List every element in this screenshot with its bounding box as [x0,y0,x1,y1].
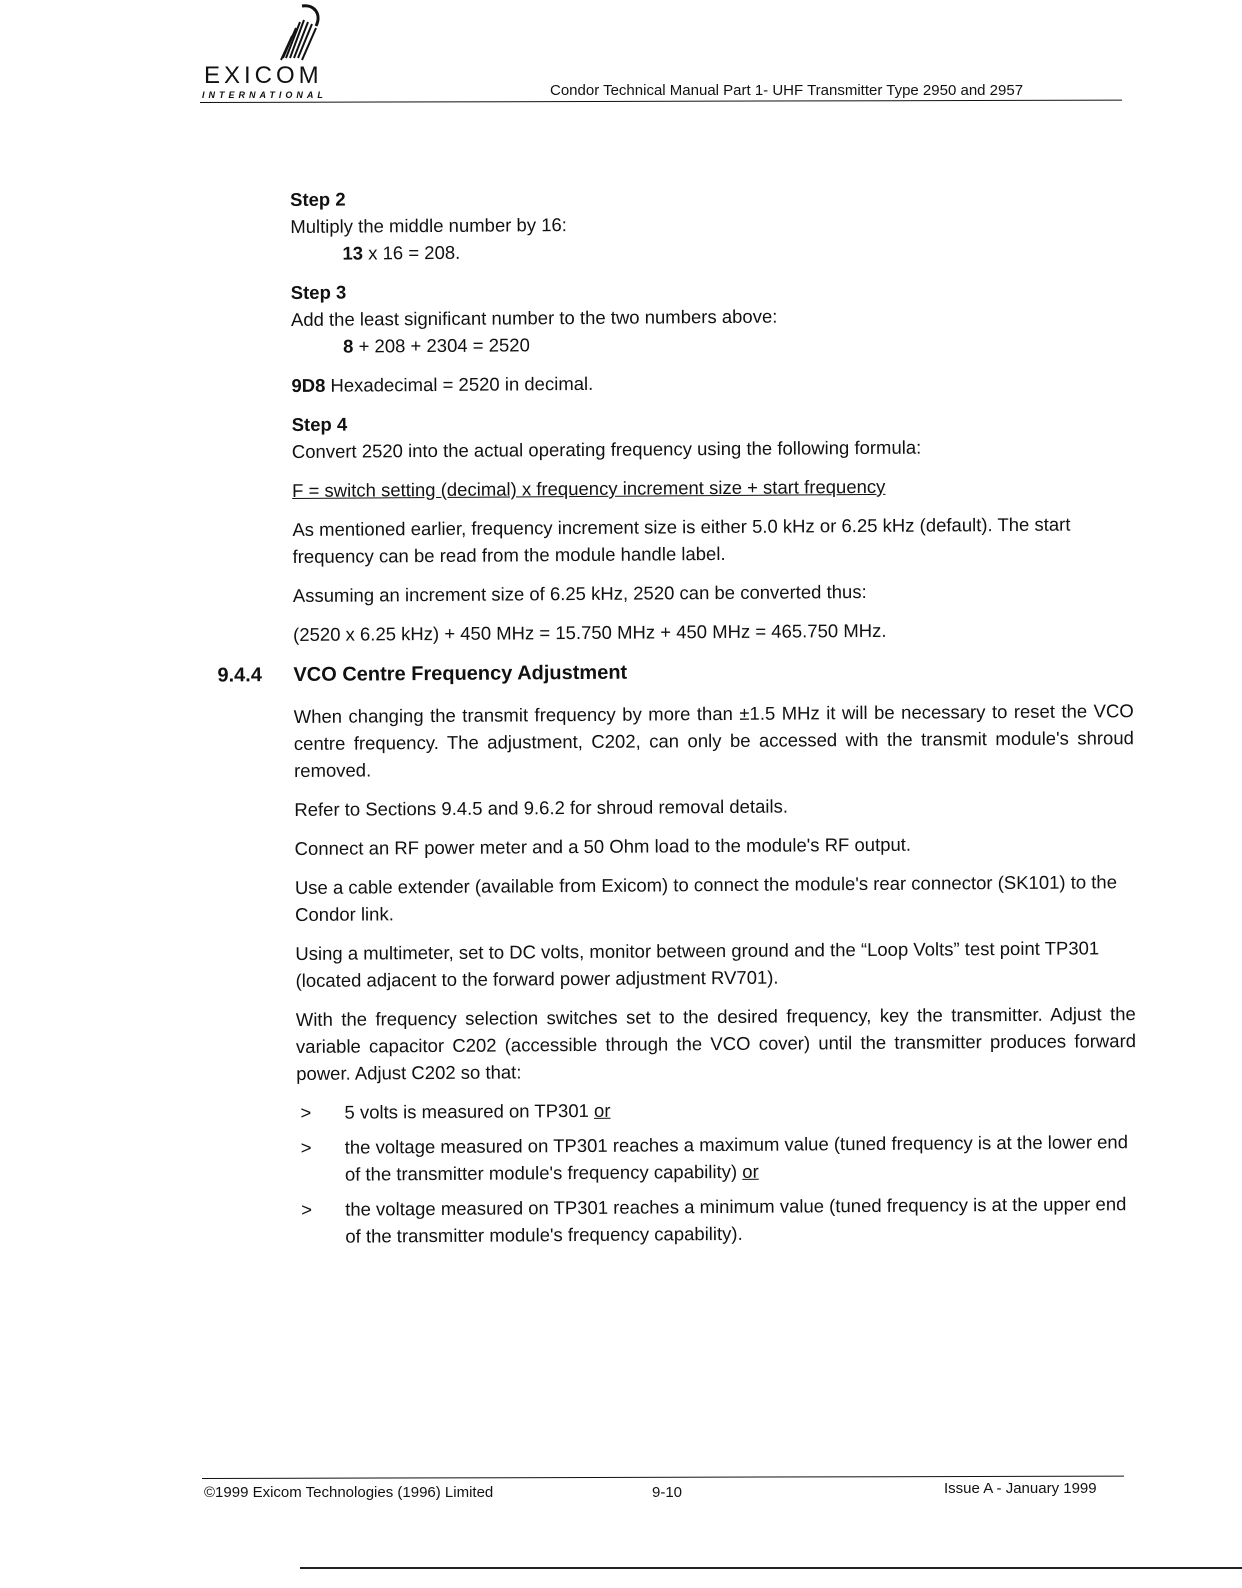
bullet-text: the voltage measured on TP301 reaches a minimum value (tuned frequency is at the upper end of the transmitter module's frequency capability). [345,1193,1127,1247]
list-item [297,1128,1137,1188]
bullet-arrow-icon: > [300,1136,312,1158]
step4-para1: As mentioned earlier, frequency increment size is either 5.0 kHz or 6.25 kHz (default). The start frequency can be read from the module handle label. [292,513,1071,567]
section-para2: Refer to Sections 9.4.5 and 9.6.2 for shroud removal details. [294,795,789,820]
step3-result-rest: Hexadecimal = 2520 in decimal. [325,372,594,396]
step2-calc-bold: 13 [342,242,364,264]
section-title: VCO Centre Frequency Adjustment [293,661,628,686]
step3-title: Step 3 [290,281,347,303]
step4-title: Step 4 [291,413,348,435]
step3-calc [291,327,1131,360]
scan-edge-line [300,1567,1242,1569]
step4-para2: Assuming an increment size of 6.25 kHz, 2520 can be converted thus: [292,580,867,606]
step3-result-bold: 9D8 [291,374,326,396]
step4-text: Convert 2520 into the actual operating frequency using the following formula: [291,436,922,462]
bullet-arrow-icon: > [301,1198,313,1220]
header-title: Condor Technical Manual Part 1- UHF Transmitter Type 2950 and 2957 [550,82,1024,99]
step2-calc-rest: x 16 = 208. [362,241,461,264]
adjustment-bullet-list [296,1093,1137,1250]
footer-page-number: 9-10 [652,1484,683,1501]
section-number: 9.4.4 [217,664,262,687]
step4-formula: F = switch setting (decimal) x frequency increment size + start frequency [292,475,886,501]
step3-result [291,366,1131,399]
exicom-logo [200,0,380,104]
section-para1: When changing the transmit frequency by more than ±1.5 MHz it will be necessary to reset the VCO centre frequency. The adjustment, C202, can only be accessed with the transmit module's shroud removed. [293,700,1134,781]
main-content [217,180,1137,1258]
list-item [296,1093,1136,1126]
step2-title: Step 2 [290,188,346,210]
step2-text: Multiply the middle number by 16: [290,214,567,237]
bullet-text: the voltage measured on TP301 reaches a maximum value (tuned frequency is at the lower end of the transmitter module's frequency capability) [344,1131,1129,1185]
footer-divider [202,1476,1124,1479]
step3-text: Add the least significant number to the two numbers above: [290,305,778,330]
bullet-arrow-icon: > [300,1101,312,1123]
step2-calc [290,234,1130,267]
step3-calc-bold: 8 [343,335,354,357]
section-heading [217,656,1133,689]
list-item [297,1190,1137,1250]
bullet-or: or [742,1160,759,1182]
step3-calc-rest: + 208 + 2304 = 2520 [353,334,530,357]
section-para3: Connect an RF power meter and a 50 Ohm load to the module's RF output. [294,833,912,859]
bullet-text: 5 volts is measured on TP301 [344,1099,595,1123]
step4-para3: (2520 x 6.25 kHz) + 450 MHz = 15.750 MHz + 450 MHz = 465.750 MHz. [293,619,887,645]
section-para6: With the frequency selection switches set to the desired frequency, key the transmitter. Adjust the variable capacitor C202 (accessible through the VCO cover) until the transmitter produces forward power. Adjust C202 so that: [295,1003,1137,1084]
section-para5: Using a multimeter, set to DC volts, monitor between ground and the “Loop Volts” test point TP301 (located adjacent to the forward power adjustment RV701). [295,937,1100,991]
logo-emblem-icon [250,2,330,64]
logo-wordmark: EXICOM [204,62,323,89]
footer-copyright: ©1999 Exicom Technologies (1996) Limited [204,1484,494,1501]
bullet-or: or [593,1099,611,1121]
footer-issue: Issue A - January 1999 [944,1480,1097,1497]
section-para4: Use a cable extender (available from Exicom) to connect the module's rear connector (SK101) to the Condor link. [294,871,1118,925]
logo-subtitle: INTERNATIONAL [202,90,327,100]
